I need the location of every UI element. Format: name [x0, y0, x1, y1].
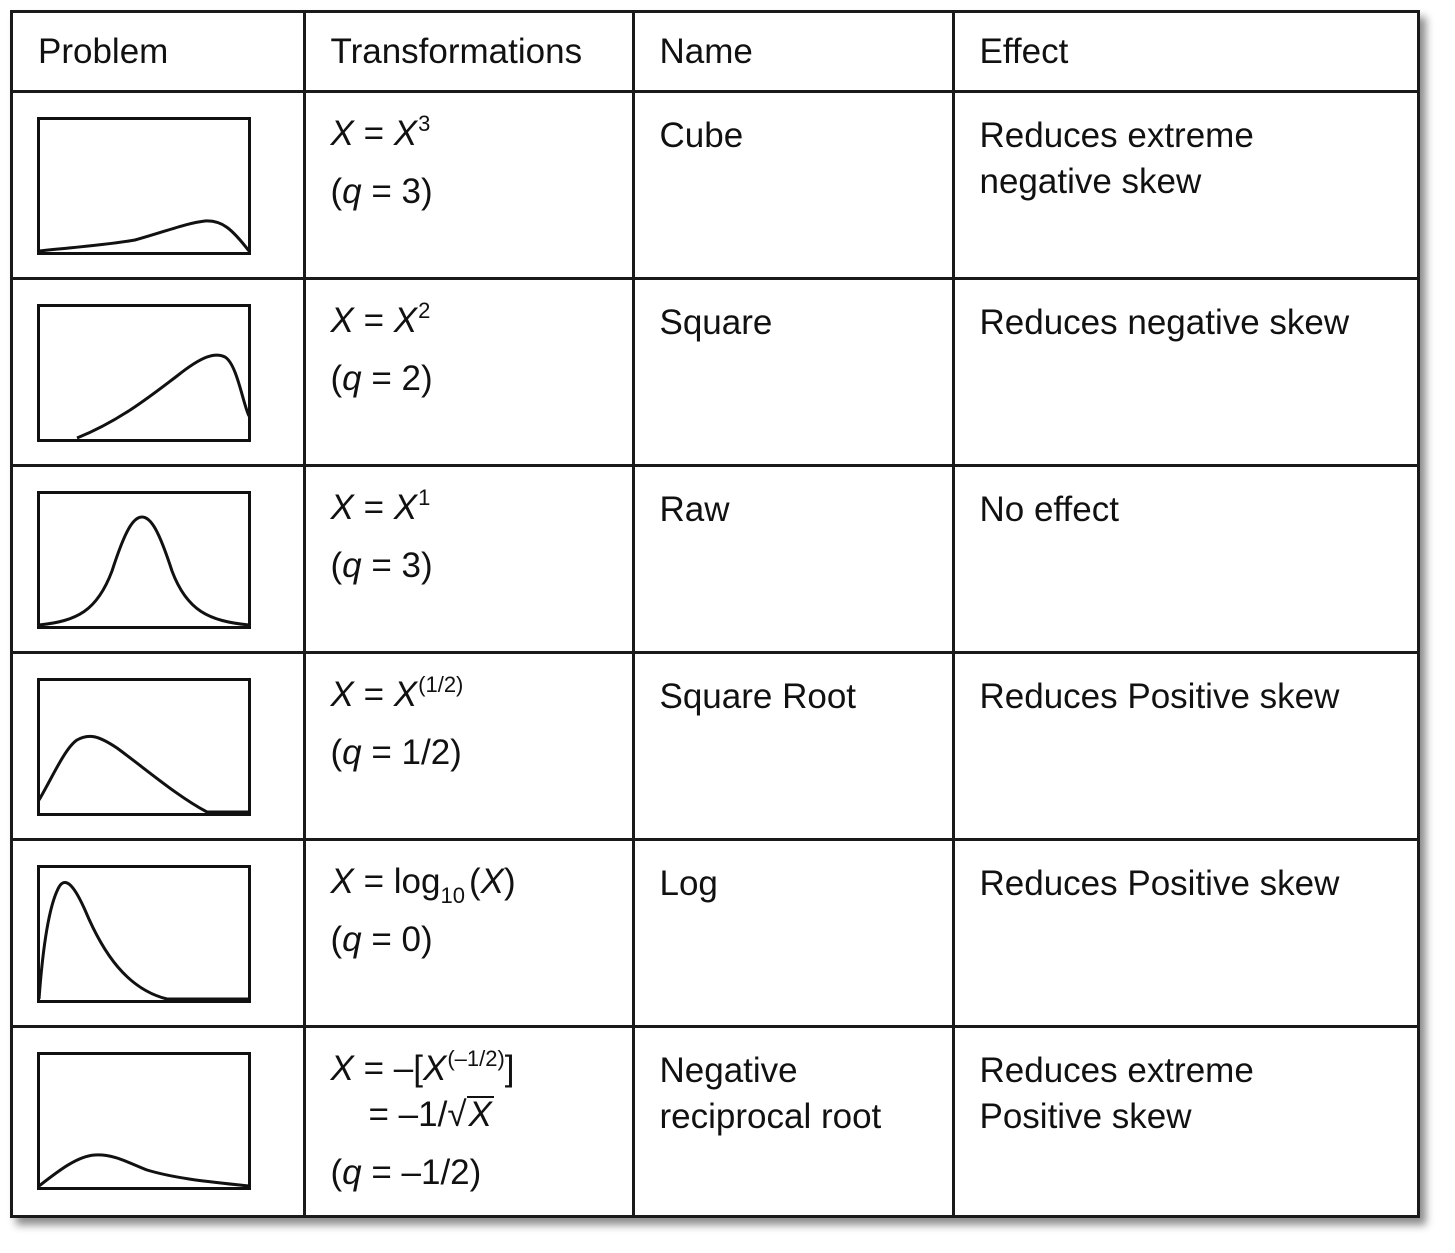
q-var: q — [342, 358, 362, 398]
table-row — [13, 652, 1417, 839]
transformation-formula — [330, 297, 632, 340]
transformation-formula — [330, 861, 632, 908]
name-cell — [633, 278, 953, 465]
distribution-thumbnail — [37, 865, 251, 1003]
transformation-formula — [330, 484, 632, 527]
formula-argument: X — [468, 1094, 492, 1134]
formula-close-paren: ) — [504, 861, 516, 901]
transformation-cell — [304, 652, 633, 839]
effect-text-line-1: Reduces extreme — [979, 115, 1254, 155]
formula-lhs: X — [330, 674, 354, 714]
formula-base: X — [393, 487, 418, 527]
q-var: q — [342, 545, 362, 585]
formula-base: X — [393, 300, 418, 340]
name-cell — [633, 1026, 953, 1215]
transformation-cell — [304, 91, 633, 278]
thumbnail-frame — [39, 118, 250, 253]
problem-cell — [13, 91, 304, 278]
distribution-thumbnail — [37, 304, 251, 442]
name-cell — [633, 652, 953, 839]
header-row — [13, 13, 1417, 91]
q-value — [331, 173, 632, 211]
transformation-cell — [304, 1026, 633, 1215]
transformation-cell — [304, 465, 633, 652]
thumbnail-frame — [39, 305, 250, 440]
transformation-name: Log — [659, 863, 718, 903]
formula-base: X — [393, 113, 418, 153]
header-name: Name — [633, 13, 953, 91]
q-open: ( — [330, 919, 343, 959]
header-effect: Effect — [953, 13, 1417, 91]
distribution-thumbnail — [37, 117, 251, 255]
q-rest: = 1/2) — [361, 732, 462, 772]
formula-equals: = –[ — [363, 1048, 423, 1088]
formula-equals: = — [363, 487, 385, 527]
header-transformations: Transformations — [304, 13, 633, 91]
q-open: ( — [330, 545, 343, 585]
formula-subscript: 10 — [440, 882, 465, 908]
formula-exponent: 3 — [418, 110, 431, 136]
problem-cell — [13, 839, 304, 1026]
effect-text-line-1: Reduces extreme — [979, 1050, 1254, 1090]
q-open: ( — [330, 358, 343, 398]
header-problem: Problem — [13, 13, 304, 91]
formula-equals: = — [363, 861, 385, 901]
name-cell — [633, 91, 953, 278]
table-row — [13, 278, 1417, 465]
q-rest: = 0) — [361, 919, 433, 959]
distribution-thumbnail — [37, 678, 251, 816]
effect-cell — [953, 839, 1417, 1026]
effect-text-line-1: No effect — [979, 489, 1119, 529]
formula-open-paren: ( — [468, 861, 481, 901]
transformation-formula-continued — [331, 1096, 632, 1134]
distribution-thumbnail — [37, 1052, 251, 1190]
problem-cell — [13, 652, 304, 839]
formula-lhs: X — [330, 861, 354, 901]
formula-close-bracket: ] — [504, 1048, 515, 1088]
formula-lhs: X — [330, 300, 354, 340]
formula-base: X — [422, 1048, 447, 1088]
formula-exponent: (–1/2) — [447, 1045, 505, 1071]
effect-cell — [953, 91, 1417, 278]
q-value — [331, 547, 632, 585]
q-value — [331, 734, 632, 772]
table-row — [13, 839, 1417, 1026]
transformations-table — [13, 13, 1417, 1215]
q-open: ( — [330, 171, 343, 211]
q-var: q — [342, 732, 362, 772]
effect-text-line-1: Reduces Positive skew — [979, 863, 1340, 903]
formula-exponent: 1 — [418, 484, 431, 510]
q-open: ( — [330, 1152, 343, 1192]
q-var: q — [342, 171, 362, 211]
transformation-name: Square — [659, 302, 773, 342]
transformation-cell — [304, 278, 633, 465]
q-rest: = 2) — [361, 358, 433, 398]
q-open: ( — [330, 732, 343, 772]
formula-exponent: 2 — [418, 297, 431, 323]
formula-exponent: (1/2) — [418, 671, 464, 697]
q-var: q — [342, 919, 362, 959]
q-rest: = 3) — [361, 171, 433, 211]
formula-lhs: X — [330, 1048, 354, 1088]
thumbnail-frame — [39, 492, 250, 627]
table-row — [13, 91, 1417, 278]
distribution-thumbnail — [37, 491, 251, 629]
problem-cell — [13, 278, 304, 465]
transformation-name: Square Root — [659, 676, 857, 716]
formula-equals: = — [363, 674, 385, 714]
q-value — [331, 1154, 632, 1192]
formula-lhs: X — [330, 487, 354, 527]
formula-argument: X — [480, 861, 504, 901]
formula-base: X — [393, 674, 418, 714]
q-var: q — [342, 1152, 362, 1192]
effect-cell — [953, 1026, 1417, 1215]
q-value — [331, 921, 632, 959]
problem-cell — [13, 465, 304, 652]
formula-function: log — [393, 861, 441, 901]
formula-equals: = — [363, 300, 385, 340]
transformation-name-line-2: reciprocal root — [659, 1096, 882, 1136]
effect-cell — [953, 465, 1417, 652]
formula-equals: = –1/ — [368, 1094, 448, 1134]
transformation-name: Raw — [659, 489, 730, 529]
effect-text-line-2: Positive skew — [979, 1096, 1192, 1136]
formula-lhs: X — [330, 113, 354, 153]
effect-cell — [953, 278, 1417, 465]
formula-equals: = — [363, 113, 385, 153]
effect-text-line-1: Reduces Positive skew — [979, 676, 1340, 716]
transformation-formula — [330, 1045, 632, 1088]
square-root-icon: √ — [447, 1094, 467, 1134]
q-rest: = –1/2) — [361, 1152, 482, 1192]
effect-text-line-2: negative skew — [979, 161, 1202, 201]
name-cell — [633, 465, 953, 652]
transformation-formula — [330, 671, 632, 714]
effect-cell — [953, 652, 1417, 839]
q-rest: = 3) — [361, 545, 433, 585]
problem-cell — [13, 1026, 304, 1215]
table-row — [13, 1026, 1417, 1215]
transformation-name-line-1: Negative — [659, 1050, 798, 1090]
transformation-cell — [304, 839, 633, 1026]
name-cell — [633, 839, 953, 1026]
transformation-formula — [330, 110, 632, 153]
effect-text-line-1: Reduces negative skew — [979, 302, 1350, 342]
transformations-table-frame — [10, 10, 1420, 1218]
transformation-name: Cube — [659, 115, 744, 155]
table-row — [13, 465, 1417, 652]
q-value — [331, 360, 632, 398]
